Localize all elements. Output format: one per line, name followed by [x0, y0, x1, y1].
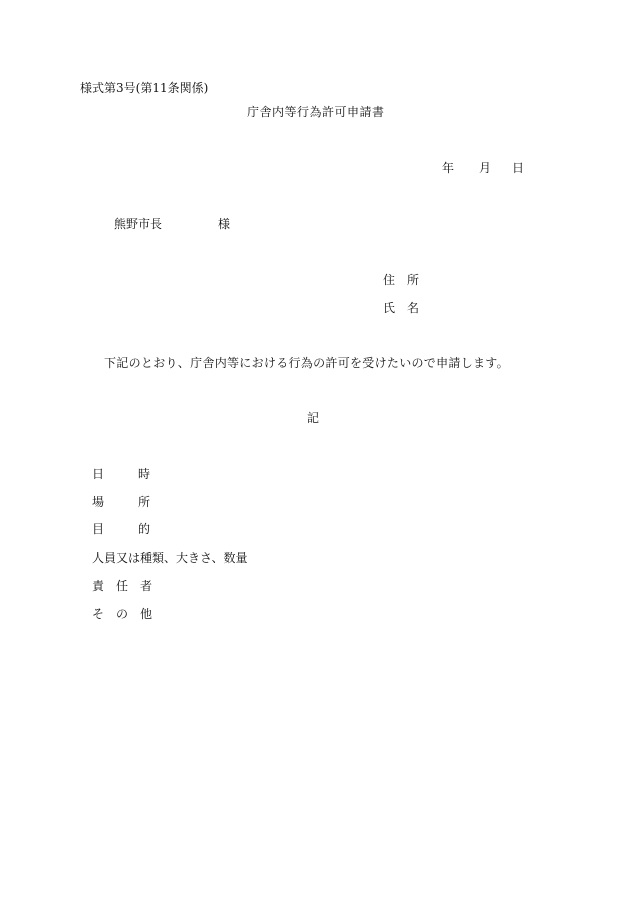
- item-datetime-label: 日時: [92, 467, 185, 481]
- applicant-name-label: 氏名: [383, 301, 432, 315]
- item-other-label: その他: [92, 607, 165, 621]
- date-day-label: 日: [512, 161, 525, 175]
- addressee-name: 熊野市長: [114, 217, 163, 231]
- addressee-suffix: 様: [218, 217, 231, 231]
- item-quantity-label: 人員又は種類、大きさ、数量: [92, 551, 248, 565]
- item-purpose-label: 目的: [92, 522, 185, 536]
- document-title: 庁舎内等行為許可申請書: [247, 105, 385, 119]
- request-statement: 下記のとおり、庁舎内等における行為の許可を受けたいので申請します。: [104, 356, 509, 370]
- applicant-address-label: 住所: [383, 273, 432, 287]
- item-location-label: 場所: [92, 495, 185, 509]
- date-month-label: 月: [479, 161, 492, 175]
- item-responsible-label: 責任者: [92, 579, 165, 593]
- date-year-label: 年: [442, 161, 455, 175]
- form-number: 様式第3号(第11条関係): [80, 81, 209, 95]
- ki-heading: 記: [307, 411, 320, 425]
